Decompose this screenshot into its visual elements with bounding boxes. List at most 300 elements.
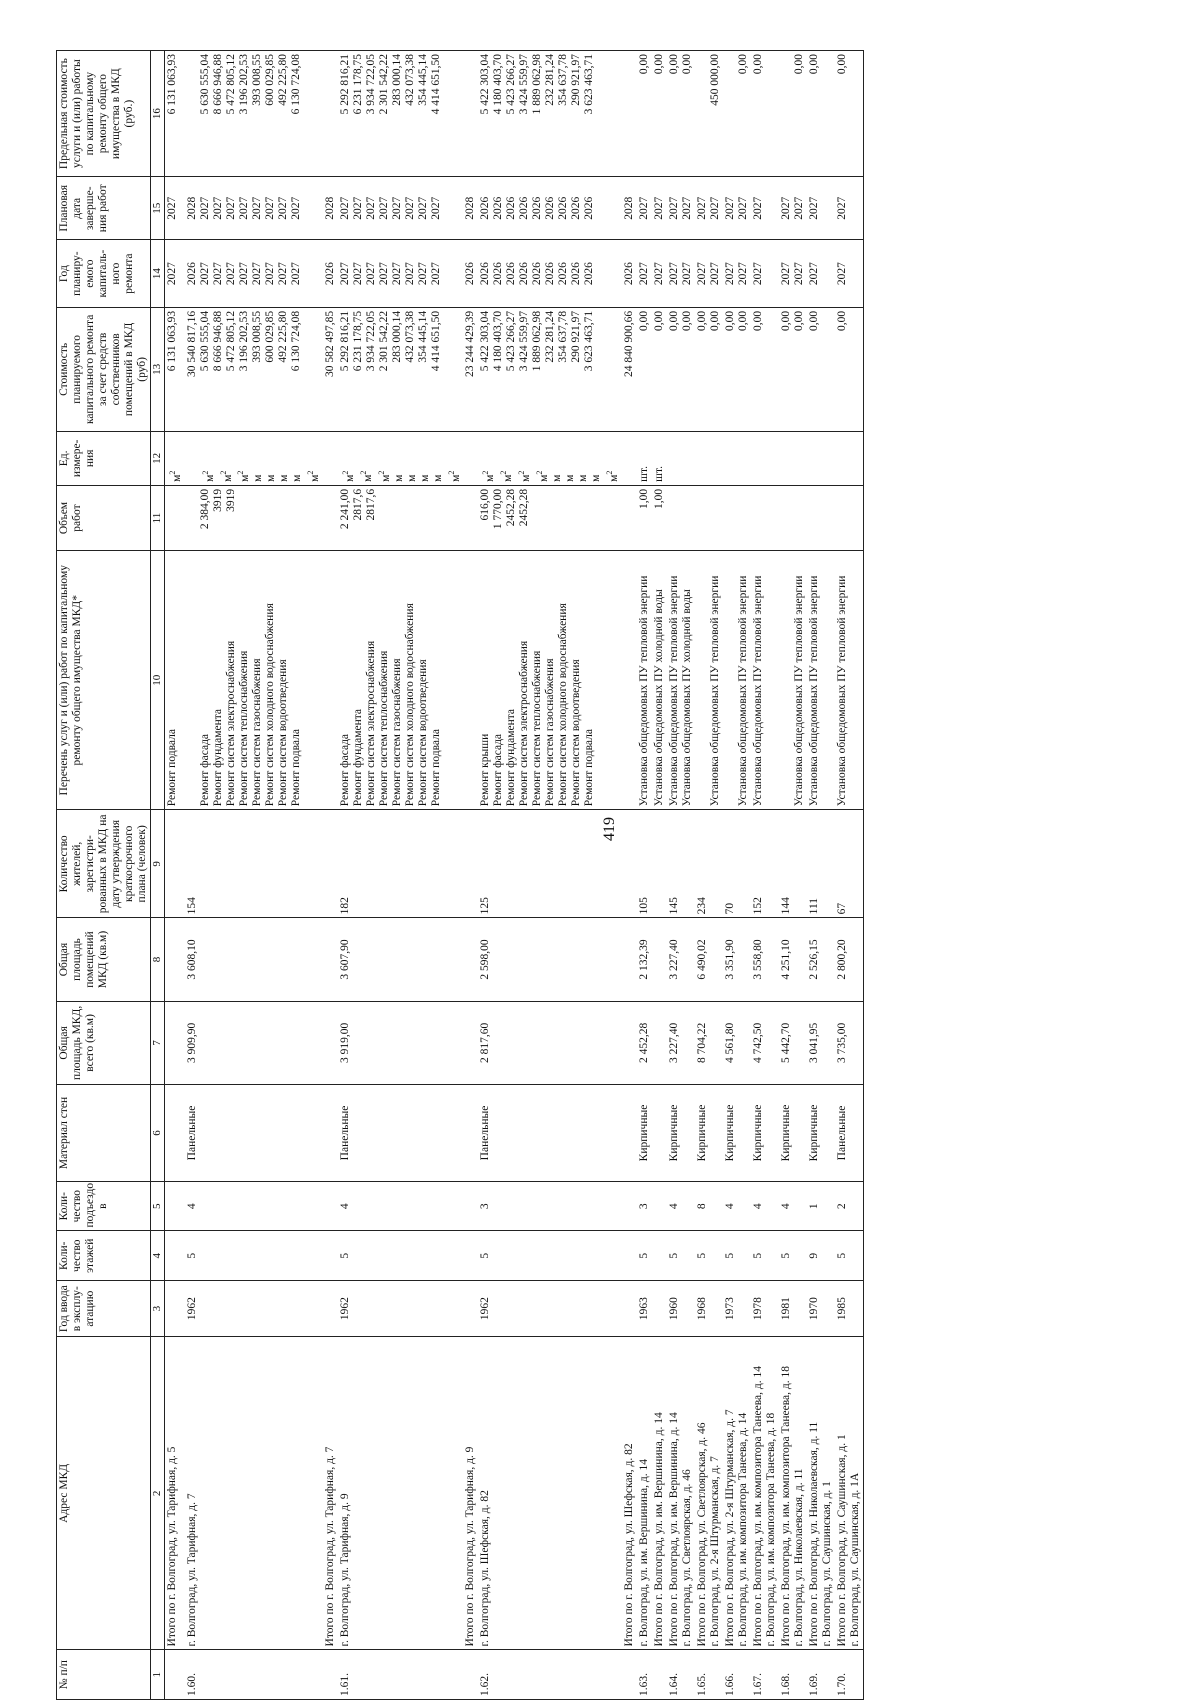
plan-year: 2027	[404, 262, 417, 286]
total-area: 4 742,50	[751, 1001, 779, 1084]
table-row	[807, 51, 835, 1700]
column-header: Год ввода в эксплу-атацию	[57, 1281, 151, 1337]
end-date: 2026	[479, 196, 492, 220]
floors-count: 5	[667, 1231, 695, 1281]
unit: м	[405, 474, 418, 482]
column-number: 16	[151, 51, 165, 177]
column-number-row	[151, 51, 165, 1700]
end-date: 2027	[637, 196, 650, 220]
total-area: 3 227,40	[667, 1001, 695, 1084]
premises-area: 2 800,20	[835, 918, 864, 1001]
commission-year: 1962	[338, 1281, 463, 1337]
address-cell	[478, 1337, 621, 1650]
work-volume	[290, 489, 303, 547]
column-number: 5	[151, 1181, 165, 1231]
row-number	[652, 1650, 667, 1700]
plan-year-cell	[667, 240, 695, 308]
column-number: 1	[151, 1650, 165, 1700]
work-volume	[668, 489, 681, 547]
limit-cost-cell	[622, 51, 637, 177]
planned-cost: 600 029,85	[263, 310, 276, 363]
end-date: 2027	[779, 196, 792, 220]
residents-count: 125	[478, 810, 621, 918]
unit	[737, 435, 750, 482]
planned-cost: 0,00	[807, 310, 820, 332]
residents-count	[622, 810, 637, 918]
work-volume-cell	[463, 485, 478, 550]
work-volume-cell	[185, 485, 323, 550]
limit-cost: 6 131 063,93	[166, 54, 178, 115]
planned-cost: 3 424 559,97	[518, 310, 531, 372]
work-item: Ремонт систем холодного водоснабжения	[263, 603, 276, 807]
plan-year: 2027	[723, 262, 736, 286]
address: г. Волгоград, ул. им. Вершинина, д. 14	[637, 1459, 650, 1647]
column-header: Общая площадь помещений МКД (кв.м)	[57, 918, 151, 1001]
unit: м	[392, 474, 405, 482]
commission-year: 1970	[807, 1281, 835, 1337]
unit: м	[418, 474, 431, 482]
work-item: Ремонт фасада	[198, 733, 211, 807]
end-date: 2026	[583, 196, 596, 220]
column-header: Количество жителей, зарегистри-рованных в МКД на дату утверждения краткосрочного плана (человек)	[57, 810, 151, 918]
work-volume: 2452,28	[518, 488, 531, 527]
plan-year: 2027	[352, 262, 365, 286]
end-date-cell	[695, 177, 723, 240]
column-number: 4	[151, 1231, 165, 1281]
row-number: 1.70.	[835, 1650, 864, 1700]
planned-cost: 0,00	[779, 310, 792, 332]
plan-year: 2026	[324, 262, 337, 286]
residents-count: 234	[695, 810, 723, 918]
end-date: 2027	[237, 196, 250, 220]
entrances-count: 8	[695, 1181, 723, 1231]
premises-area: 3 558,80	[751, 918, 779, 1001]
unit: $м^2$	[517, 470, 532, 482]
floors-count: 5	[779, 1231, 807, 1281]
end-date: 2026	[505, 196, 518, 220]
planned-cost: 30 582 497,85	[324, 310, 337, 378]
total-area: 3 041,95	[807, 1001, 835, 1084]
end-date: 2027	[391, 196, 404, 220]
premises-area	[652, 918, 667, 1001]
limit-cost: 4 414 651,50	[430, 54, 443, 115]
work-volume-cell	[835, 485, 864, 550]
column-number: 10	[151, 551, 165, 810]
plan-year: 2026	[492, 262, 505, 286]
end-date: 2027	[198, 196, 211, 220]
limit-cost-cell	[338, 51, 463, 177]
work-item	[324, 554, 337, 806]
entrances-count: 3	[637, 1181, 652, 1231]
planned-cost: 492 225,80	[276, 310, 289, 363]
planned-cost: 4 414 651,50	[430, 310, 443, 372]
work-item: Ремонт систем электроснабжения	[365, 640, 378, 807]
column-header: Коли-чество этажей	[57, 1231, 151, 1281]
work-volume: 3919	[224, 488, 237, 512]
planned-cost: 2 301 542,22	[378, 310, 391, 372]
unit-cell	[338, 431, 463, 485]
wall-material	[622, 1085, 637, 1182]
unit-cell	[185, 431, 323, 485]
plan-year: 2027	[276, 262, 289, 286]
work-item-cell	[723, 551, 751, 810]
plan-year: 2027	[708, 262, 721, 286]
planned-cost-cell	[165, 307, 185, 431]
work-volume-cell	[667, 485, 695, 550]
floors-count	[323, 1231, 338, 1281]
planned-cost: 5 472 805,12	[224, 310, 237, 372]
limit-cost-cell	[463, 51, 478, 177]
plan-year: 2026	[185, 262, 198, 286]
floors-count: 5	[338, 1231, 463, 1281]
work-volume: 1,00	[637, 488, 650, 509]
work-item: Установка общедомовых ПУ холодной воды	[652, 589, 665, 807]
work-volume: 1 770,00	[492, 488, 505, 530]
unit: м	[563, 474, 576, 482]
unit: $м^2$	[604, 470, 620, 482]
unit-cell	[807, 431, 835, 485]
address-cell	[637, 1337, 652, 1650]
end-date: 2026	[557, 196, 570, 220]
unit: шт.	[637, 465, 650, 482]
address: г. Волгоград, ул. Тарифная, д. 9	[339, 1493, 352, 1647]
plan-year: 2026	[464, 262, 477, 286]
limit-cost: 5 292 816,21	[339, 54, 352, 115]
limit-cost-cell	[637, 51, 652, 177]
limit-cost: 4 180 403,70	[492, 54, 505, 115]
wall-material: Кирпичные	[779, 1085, 807, 1182]
residents-count: 111	[807, 810, 835, 918]
plan-year: 2026	[583, 262, 596, 286]
unit	[709, 435, 722, 482]
end-date: 2027	[695, 196, 708, 220]
work-volume	[808, 489, 821, 547]
end-date-cell	[478, 177, 621, 240]
planned-cost: 290 921,97	[570, 310, 583, 363]
table-row	[723, 51, 751, 1700]
work-volume-cell	[652, 485, 667, 550]
planned-cost-cell	[637, 307, 652, 431]
capital-repair-table	[56, 50, 864, 1700]
row-number	[463, 1650, 478, 1700]
header-row	[57, 51, 151, 1700]
total-area: 2 452,28	[637, 1001, 652, 1084]
work-item: Ремонт подвала	[289, 729, 302, 807]
limit-cost: 3 623 463,71	[583, 54, 596, 115]
limit-cost: 0,00	[807, 54, 820, 75]
column-number: 15	[151, 177, 165, 240]
plan-year: 2027	[391, 262, 404, 286]
work-volume	[417, 489, 430, 547]
table-row	[338, 51, 463, 1700]
column-header: Ед. измере-ния	[57, 431, 151, 485]
unit: шт.	[652, 465, 665, 482]
end-date: 2027	[723, 196, 736, 220]
premises-area: 4 251,10	[779, 918, 807, 1001]
wall-material	[323, 1085, 338, 1182]
address-cell	[779, 1337, 807, 1650]
limit-cost: 5 423 266,27	[505, 54, 518, 115]
entrances-count: 3	[478, 1181, 621, 1231]
commission-year: 1978	[751, 1281, 779, 1337]
commission-year	[463, 1281, 478, 1337]
end-date: 2027	[404, 196, 417, 220]
work-item: Установка общедомовых ПУ тепловой энергии	[835, 575, 848, 807]
row-number: 1.63.	[637, 1650, 652, 1700]
premises-area: 2 598,00	[478, 918, 621, 1001]
wall-material: Кирпичные	[695, 1085, 723, 1182]
plan-year-cell	[185, 240, 323, 308]
wall-material: Панельные	[835, 1085, 864, 1182]
plan-year: 2027	[198, 262, 211, 286]
column-number: 13	[151, 307, 165, 431]
work-item: Ремонт фундамента	[505, 708, 518, 807]
work-volume-cell	[338, 485, 463, 550]
end-date: 2026	[544, 196, 557, 220]
address: Итого по г. Волгоград, ул. им. композитора Танеева, д. 14	[751, 1366, 764, 1647]
address-cell	[165, 1337, 185, 1650]
address: г. Волгоград, ул. им. композитора Танеева, д. 14	[736, 1412, 749, 1647]
limit-cost-cell	[695, 51, 723, 177]
work-item: Ремонт систем электроснабжения	[224, 640, 237, 807]
plan-year: 2027	[751, 262, 764, 286]
limit-cost: 5 472 805,12	[224, 54, 237, 115]
premises-area: 6 490,02	[695, 918, 723, 1001]
address-cell	[751, 1337, 779, 1650]
plan-year: 2027	[263, 262, 276, 286]
unit: $м^2$	[481, 470, 497, 482]
work-volume	[404, 489, 417, 547]
work-volume	[696, 489, 709, 547]
premises-area	[323, 918, 338, 1001]
limit-cost: 3 196 202,53	[237, 54, 250, 115]
planned-cost: 30 540 817,16	[185, 310, 198, 378]
end-date: 2027	[708, 196, 721, 220]
column-header: Предельная стоимость услуги и (или) работы по капитальному ремонту общего имущества в МКД (руб.)	[57, 51, 151, 177]
address: Итого по г. Волгоград, ул. Тарифная, д. 9	[464, 1446, 477, 1647]
unit: м	[589, 474, 602, 482]
end-date-cell	[463, 177, 478, 240]
work-volume-cell	[323, 485, 338, 550]
unit: $м^2$	[499, 470, 515, 482]
work-item: Ремонт подвала	[166, 729, 178, 807]
column-number: 2	[151, 1337, 165, 1650]
plan-year-cell	[807, 240, 835, 308]
work-volume-cell	[637, 485, 652, 550]
limit-cost: 0,00	[667, 54, 680, 75]
address: г. Волгоград, ул. им. композитора Танеева, д. 18	[764, 1412, 777, 1647]
address-cell	[338, 1337, 463, 1650]
planned-cost: 354 445,14	[417, 310, 430, 363]
planned-cost-cell	[622, 307, 637, 431]
premises-area: 3 227,40	[667, 918, 695, 1001]
unit: м	[252, 474, 265, 482]
residents-count: 154	[185, 810, 323, 918]
plan-year: 2027	[430, 262, 443, 286]
address-cell	[835, 1337, 864, 1650]
limit-cost-cell	[667, 51, 695, 177]
end-date: 2027	[736, 196, 749, 220]
address: Итого по г. Волгоград, ул. Тарифная, д. 5	[166, 1446, 178, 1647]
planned-cost: 283 000,14	[391, 310, 404, 363]
plan-year-cell	[652, 240, 667, 308]
residents-count: 67	[835, 810, 864, 918]
unit-cell	[652, 431, 667, 485]
unit-cell	[165, 431, 185, 485]
work-volume: 2 384,00	[198, 488, 211, 530]
unit	[186, 435, 199, 482]
work-item: Установка общедомовых ПУ холодной воды	[680, 589, 693, 807]
limit-cost: 354 637,78	[557, 54, 570, 106]
address: Итого по г. Волгоград, ул. Саушинская, д. 1	[835, 1434, 848, 1647]
entrances-count: 4	[667, 1181, 695, 1231]
work-item-cell	[165, 551, 185, 810]
address-cell	[323, 1337, 338, 1650]
floors-count: 5	[637, 1231, 652, 1281]
work-volume-cell	[723, 485, 751, 550]
table-row	[637, 51, 652, 1700]
limit-cost: 393 008,55	[250, 54, 263, 106]
address: Итого по г. Волгоград, ул. 2-я Штурманская, д. 7	[723, 1409, 736, 1647]
work-item: Ремонт систем холодного водоснабжения	[557, 603, 570, 807]
planned-cost: 0,00	[751, 310, 764, 332]
work-volume	[264, 489, 277, 547]
residents-count	[463, 810, 478, 918]
work-item	[186, 554, 199, 806]
commission-year	[323, 1281, 338, 1337]
planned-cost-cell	[667, 307, 695, 431]
plan-year: 2026	[557, 262, 570, 286]
work-item: Установка общедомовых ПУ тепловой энергии	[792, 575, 805, 807]
unit	[668, 435, 681, 482]
work-item: Установка общедомовых ПУ тепловой энергии	[708, 575, 721, 807]
planned-cost-cell	[478, 307, 621, 431]
premises-area	[165, 918, 185, 1001]
floors-count	[652, 1231, 667, 1281]
commission-year	[622, 1281, 637, 1337]
floors-count: 9	[807, 1231, 835, 1281]
limit-cost-cell	[751, 51, 779, 177]
column-header: Год планиру-емого капиталь-ного ремонта	[57, 240, 151, 308]
end-date: 2026	[492, 196, 505, 220]
table-row	[323, 51, 338, 1700]
end-date: 2026	[531, 196, 544, 220]
planned-cost: 23 244 429,39	[464, 310, 477, 378]
address-cell	[622, 1337, 637, 1650]
work-volume	[544, 489, 557, 547]
unit	[793, 435, 806, 482]
planned-cost: 0,00	[680, 310, 693, 332]
commission-year: 1973	[723, 1281, 751, 1337]
planned-cost: 5 630 555,04	[198, 310, 211, 372]
work-volume: 616,00	[479, 488, 492, 521]
address-cell	[723, 1337, 751, 1650]
table-row	[695, 51, 723, 1700]
plan-year: 2027	[378, 262, 391, 286]
plan-year: 2027	[736, 262, 749, 286]
end-date: 2028	[622, 196, 635, 220]
unit: $м^2$	[341, 470, 356, 482]
work-volume	[709, 489, 722, 547]
end-date-cell	[652, 177, 667, 240]
work-item: Ремонт систем газоснабжения	[250, 658, 263, 807]
address-cell	[807, 1337, 835, 1650]
work-volume: 3919	[211, 488, 224, 512]
floors-count	[165, 1231, 185, 1281]
plan-year: 2026	[531, 262, 544, 286]
work-volume: 2452,28	[505, 488, 518, 527]
work-volume	[570, 489, 583, 547]
unit	[696, 435, 709, 482]
limit-cost: 8 666 946,88	[211, 54, 224, 115]
plan-year-cell	[478, 240, 621, 308]
entrances-count: 4	[779, 1181, 807, 1231]
work-item: Установка общедомовых ПУ тепловой энергии	[667, 575, 680, 807]
work-volume: 2817,6	[365, 488, 378, 521]
limit-cost-cell	[835, 51, 864, 177]
work-volume-cell	[695, 485, 723, 550]
work-item: Ремонт фасада	[492, 733, 505, 807]
planned-cost: 0,00	[792, 310, 805, 332]
address: Итого по г. Волгоград, ул. Николаевская, д. 11	[807, 1421, 820, 1647]
work-volume	[531, 489, 544, 547]
premises-area	[622, 918, 637, 1001]
premises-area: 3 607,90	[338, 918, 463, 1001]
planned-cost: 393 008,55	[250, 310, 263, 363]
end-date: 2027	[680, 196, 693, 220]
end-date: 2027	[289, 196, 302, 220]
work-volume: 2817,6	[352, 488, 365, 521]
plan-year-cell	[695, 240, 723, 308]
total-area: 3 919,00	[338, 1001, 463, 1084]
table-row	[667, 51, 695, 1700]
unit	[324, 435, 337, 482]
work-volume	[391, 489, 404, 547]
table-row	[779, 51, 807, 1700]
table-row	[751, 51, 779, 1700]
work-item: Установка общедомовых ПУ тепловой энергии	[807, 575, 820, 807]
end-date: 2027	[652, 196, 665, 220]
entrances-count: 4	[751, 1181, 779, 1231]
work-item-cell	[652, 551, 667, 810]
plan-year: 2027	[835, 262, 848, 286]
premises-area: 3 608,10	[185, 918, 323, 1001]
total-area: 8 704,22	[695, 1001, 723, 1084]
work-volume	[277, 489, 290, 547]
plan-year: 2027	[417, 262, 430, 286]
column-header: Коли-чество подъездо в	[57, 1181, 151, 1231]
table-row	[478, 51, 621, 1700]
work-item-cell	[338, 551, 463, 810]
limit-cost-cell	[165, 51, 185, 177]
total-area: 5 442,70	[779, 1001, 807, 1084]
plan-year: 2027	[365, 262, 378, 286]
work-item: Ремонт подвала	[583, 729, 596, 807]
limit-cost: 5 630 555,04	[198, 54, 211, 115]
unit: м	[265, 474, 278, 482]
plan-year-cell	[463, 240, 478, 308]
limit-cost	[324, 54, 337, 173]
end-date-cell	[323, 177, 338, 240]
end-date: 2027	[250, 196, 263, 220]
planned-cost: 24 840 900,66	[622, 310, 635, 378]
planned-cost-cell	[779, 307, 807, 431]
work-item: Установка общедомовых ПУ тепловой энергии	[637, 575, 650, 807]
plan-year: 2027	[792, 262, 805, 286]
limit-cost: 1 889 062,98	[531, 54, 544, 115]
work-item: Ремонт систем теплоснабжения	[378, 650, 391, 807]
end-date: 2027	[365, 196, 378, 220]
